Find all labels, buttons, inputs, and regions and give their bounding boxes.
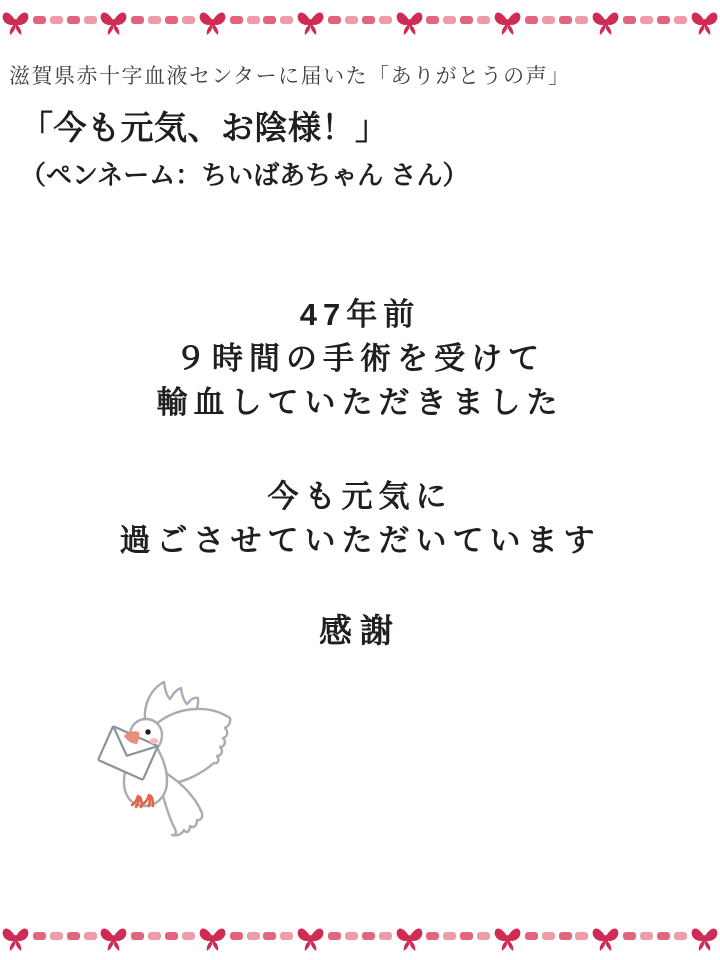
ribbon-border-top [0,6,720,40]
closing-word: 感謝 [319,612,401,649]
ribbon-dash [263,932,276,940]
ribbon-dash [230,932,243,940]
ribbon-dash [182,932,195,940]
ribbon-dash [575,16,588,24]
ribbon-dash [182,16,195,24]
ribbon-dash [148,16,161,24]
ribbon-bow-icon [494,8,521,38]
message-paragraph-2 [0,475,720,563]
ribbon-dash [640,932,653,940]
ribbon-dash [345,16,358,24]
ribbon-dash [50,932,63,940]
ribbon-dash [280,16,293,24]
ribbon-dash [165,16,178,24]
ribbon-dash [230,16,243,24]
ribbon-dash [328,16,341,24]
ribbon-dash [460,932,473,940]
ribbon-dash [67,16,80,24]
ribbon-bow-icon [592,924,619,954]
ribbon-bow-icon [691,924,718,954]
ribbon-dash [131,16,144,24]
ribbon-dash [477,16,490,24]
ribbon-dash [165,932,178,940]
dove-icon [86,668,250,860]
ribbon-dash [426,932,439,940]
message-line: 47年前 [299,297,421,332]
message-paragraph-1 [0,293,720,425]
ribbon-dash [148,932,161,940]
ribbon-dash [640,16,653,24]
message-line: 今も元気に [267,479,453,514]
ribbon-bow-icon [199,8,226,38]
ribbon-dash [328,932,341,940]
ribbon-bow-icon [2,8,29,38]
ribbon-dash [542,16,555,24]
ribbon-dash [623,932,636,940]
ribbon-dash [575,932,588,940]
message-line: ９時間の手術を受けて [175,341,545,376]
ribbon-dash [674,932,687,940]
dove-with-letter-illustration [86,668,250,860]
ribbon-dash [379,932,392,940]
ribbon-bow-icon [592,8,619,38]
source-caption: 滋賀県赤十字血液センターに届いた「ありがとうの声」 [9,65,571,88]
dove-cheek [150,738,159,744]
ribbon-dash [559,16,572,24]
ribbon-dash [84,16,97,24]
ribbon-dash [657,932,670,940]
ribbon-bow-icon [494,924,521,954]
ribbon-dash [362,932,375,940]
ribbon-bow-icon [691,8,718,38]
ribbon-dash [280,932,293,940]
ribbon-border-bottom [0,922,720,956]
ribbon-bow-icon [396,8,423,38]
ribbon-bow-icon [396,924,423,954]
ribbon-dash [542,932,555,940]
ribbon-dash [247,16,260,24]
message-line: 輸血していただきました [156,385,564,420]
pen-name-line: （ペンネーム：ちいばあちゃん さん） [20,160,469,190]
ribbon-dash [477,932,490,940]
ribbon-dash [33,16,46,24]
dove-eye [145,729,150,734]
ribbon-dash [460,16,473,24]
ribbon-dash [131,932,144,940]
ribbon-dash [84,932,97,940]
ribbon-dash [50,16,63,24]
ribbon-dash [67,932,80,940]
ribbon-dash [657,16,670,24]
ribbon-dash [247,932,260,940]
ribbon-dash [443,16,456,24]
ribbon-dash [426,16,439,24]
ribbon-bow-icon [100,924,127,954]
ribbon-bow-icon [2,924,29,954]
ribbon-bow-icon [297,8,324,38]
ribbon-bow-icon [297,924,324,954]
ribbon-dash [525,932,538,940]
ribbon-dash [362,16,375,24]
ribbon-dash [379,16,392,24]
ribbon-dash [559,932,572,940]
ribbon-dash [674,16,687,24]
ribbon-dash [263,16,276,24]
ribbon-dash [443,932,456,940]
ribbon-bow-icon [100,8,127,38]
ribbon-dash [623,16,636,24]
ribbon-bow-icon [199,924,226,954]
message-line: 過ごさせていただいています [119,523,601,558]
message-title: 「今も元気、お陰様！」 [20,109,389,146]
ribbon-dash [525,16,538,24]
ribbon-dash [345,932,358,940]
ribbon-dash [33,932,46,940]
